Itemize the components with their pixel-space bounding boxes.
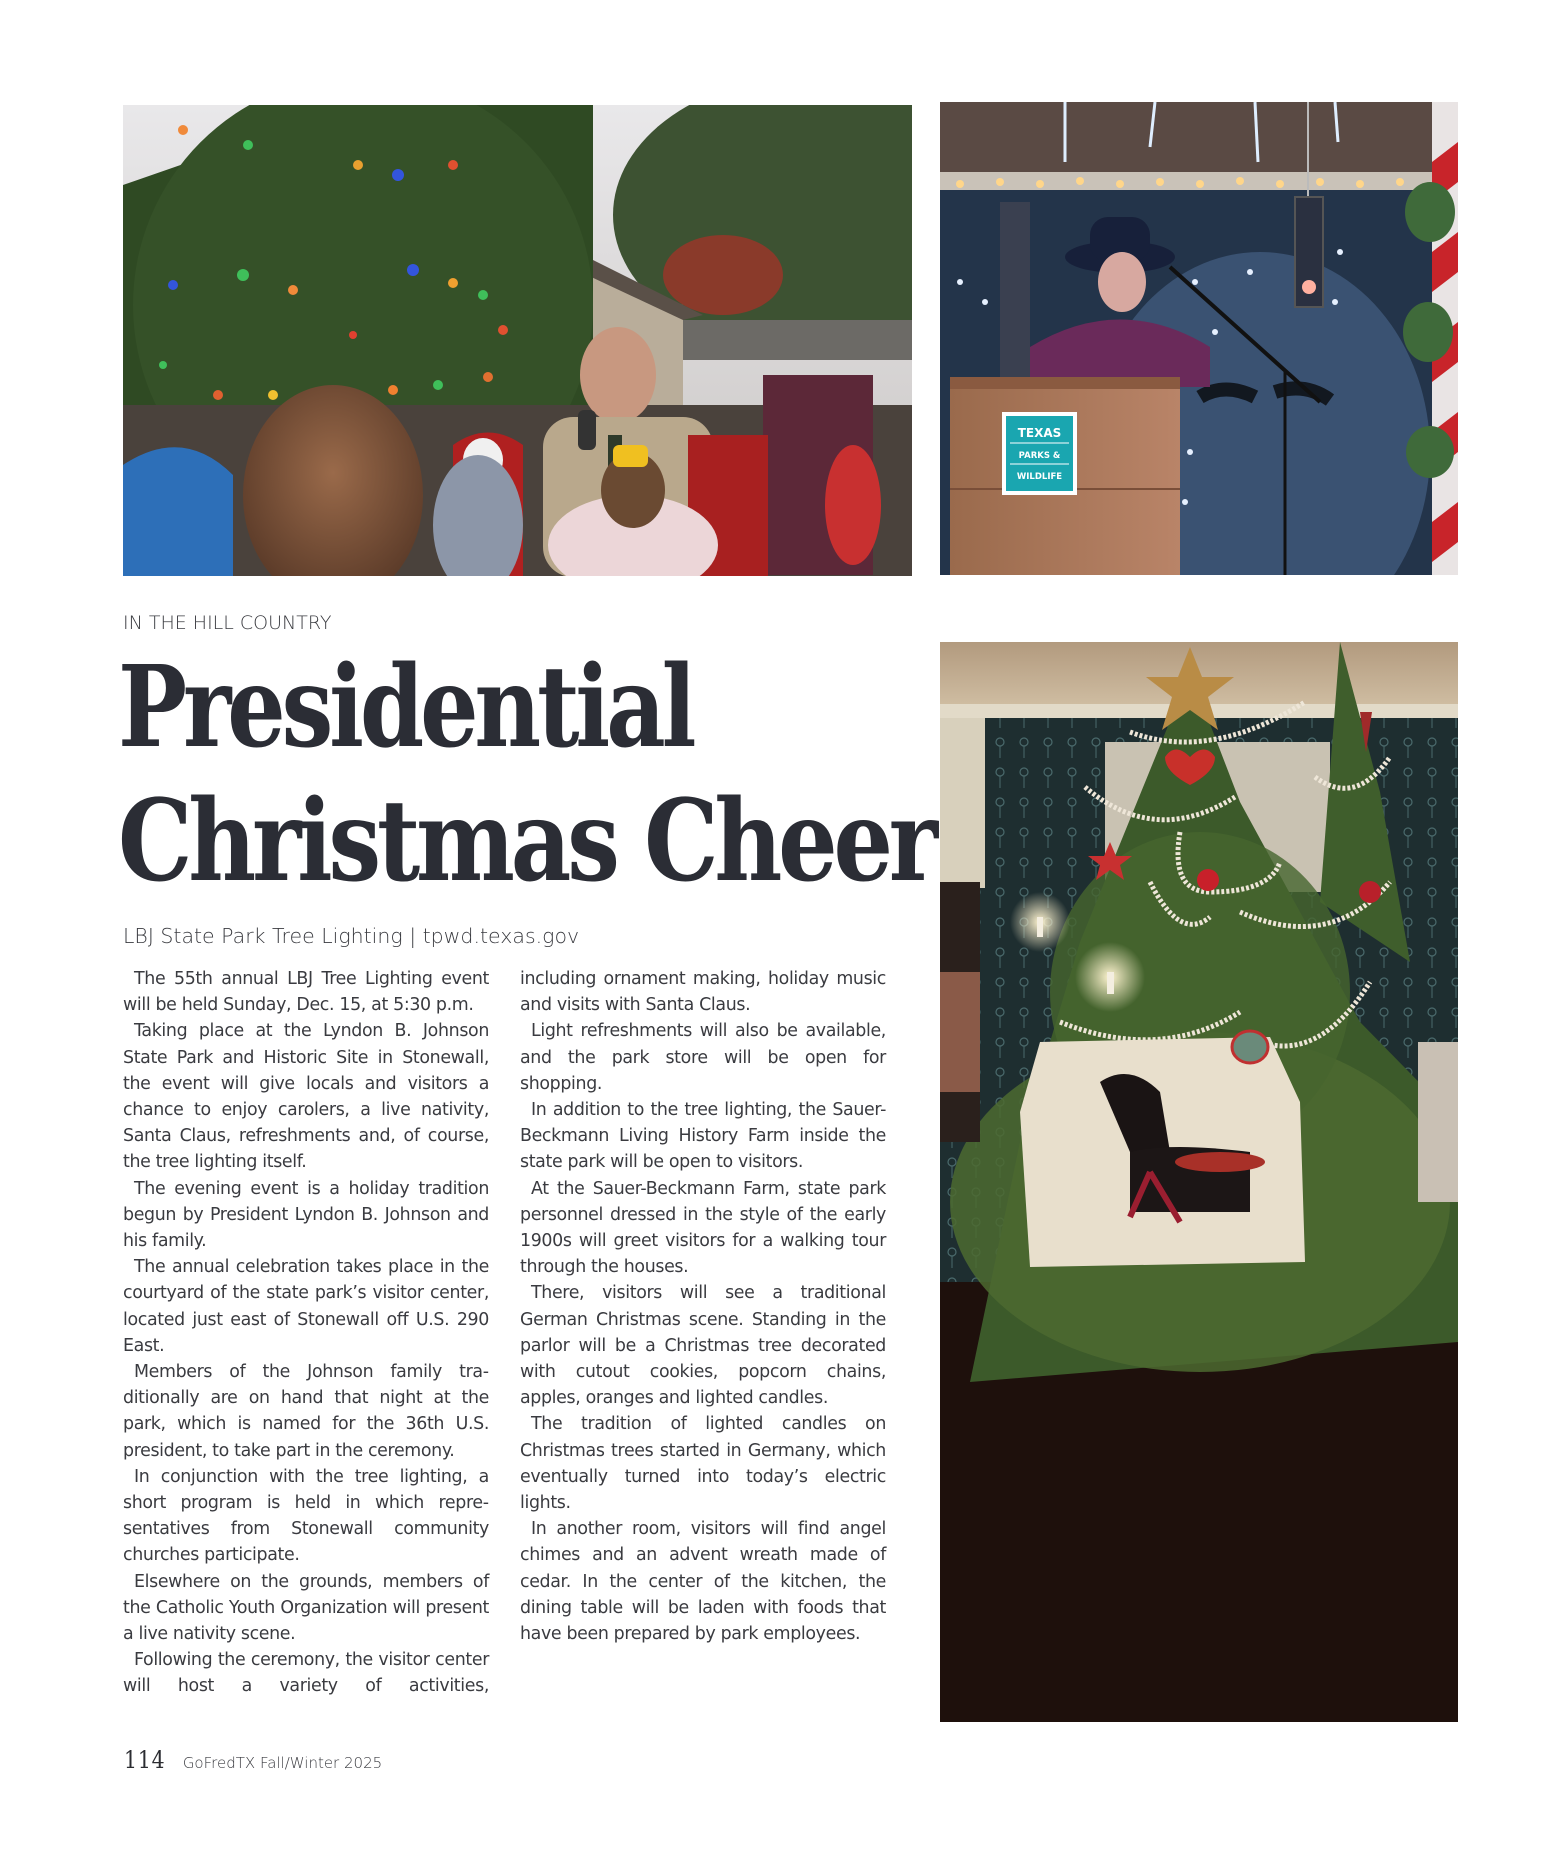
paragraph: In conjunction with the tree lighting, a short program is held in which representatives from Stonewall community churches participate. <box>123 1466 489 1566</box>
paragraph: Elsewhere on the grounds, members of the Catholic Youth Organization will present a live nativity scene. <box>123 1571 489 1645</box>
photo-tree-lighting-crowd <box>123 105 912 576</box>
paragraph: The 55th annual LBJ Tree Lighting event will be held Sunday, Dec. 15, at 5:30 p.m. <box>123 969 489 1016</box>
paragraph: In addition to the tree lighting, the Sauer-Beckmann Living History Farm inside the state park will be open to visitors. <box>520 1100 886 1173</box>
paragraph: Light refreshments will also be available, and the park store will be open for shopping. <box>520 1021 886 1094</box>
paragraph: The annual celebration takes place in the courtyard of the state park’s visitor center, located just east of Stonewall off U.S. 290 East. <box>123 1257 489 1356</box>
article-column-1 <box>123 966 489 1700</box>
article-column-2 <box>520 966 886 1647</box>
photo-parlor-christmas-tree <box>940 642 1458 1722</box>
paragraph-continuation: including ornament making, holiday music and visits with Santa Claus. <box>520 969 886 1016</box>
paragraph: Following the ceremony, the visitor center will host a variety of activities, <box>123 1650 489 1697</box>
headline-line-1: Presidential <box>118 642 693 773</box>
tree-lighting-image <box>123 105 912 576</box>
tpwd-sign-line-1: TEXAS <box>1017 426 1062 440</box>
page-footer <box>124 1746 382 1774</box>
tpwd-sign-line-2: PARKS & <box>1018 451 1061 461</box>
photo-podium-speaker <box>940 102 1458 575</box>
paragraph: Members of the Johnson family traditionally are on hand that night at the park, which is named for the 36th U.S. president, to take part in the ceremony. <box>123 1362 489 1461</box>
paragraph: There, visitors will see a traditional German Christmas scene. Standing in the parlor will be a Christmas tree decorated with cutout cookies, popcorn chains, apples, oranges and lighted candles. <box>520 1283 886 1409</box>
tpwd-sign-line-3: WILDLIFE <box>1016 472 1063 482</box>
tpwd-sign <box>1002 412 1077 495</box>
section-label: IN THE HILL COUNTRY <box>123 612 332 634</box>
article-deck: LBJ State Park Tree Lighting | tpwd.texas.gov <box>123 924 580 948</box>
publication-name: GoFredTX Fall/Winter 2025 <box>182 1754 383 1772</box>
headline-line-2: Christmas Cheer <box>118 776 934 907</box>
paragraph: At the Sauer-Beckmann Farm, state park personnel dressed in the style of the early 1900s will greet visitors for a walking tour through the houses. <box>520 1178 886 1278</box>
paragraph: In another room, visitors will find angel chimes and an advent wreath made of cedar. In the center of the kitchen, the dining table will be laden with foods that have been prepared by park employees. <box>520 1519 886 1645</box>
podium-image <box>940 102 1458 575</box>
paragraph: The tradition of lighted candles on Christmas trees started in Germany, which eventually turned into today’s electric lights. <box>520 1414 886 1514</box>
page-number: 114 <box>124 1746 166 1774</box>
parlor-tree-image <box>940 642 1458 1722</box>
paragraph: Taking place at the Lyndon B. Johnson State Park and Historic Site in Stonewall, the event will give locals and visitors a chance to enjoy carolers, a live nativity, Santa Claus, refreshments and, of course, the tree lighting itself. <box>123 1021 489 1173</box>
paragraph: The evening event is a holiday tradition begun by President Lyndon B. Johnson and his family. <box>123 1178 489 1252</box>
